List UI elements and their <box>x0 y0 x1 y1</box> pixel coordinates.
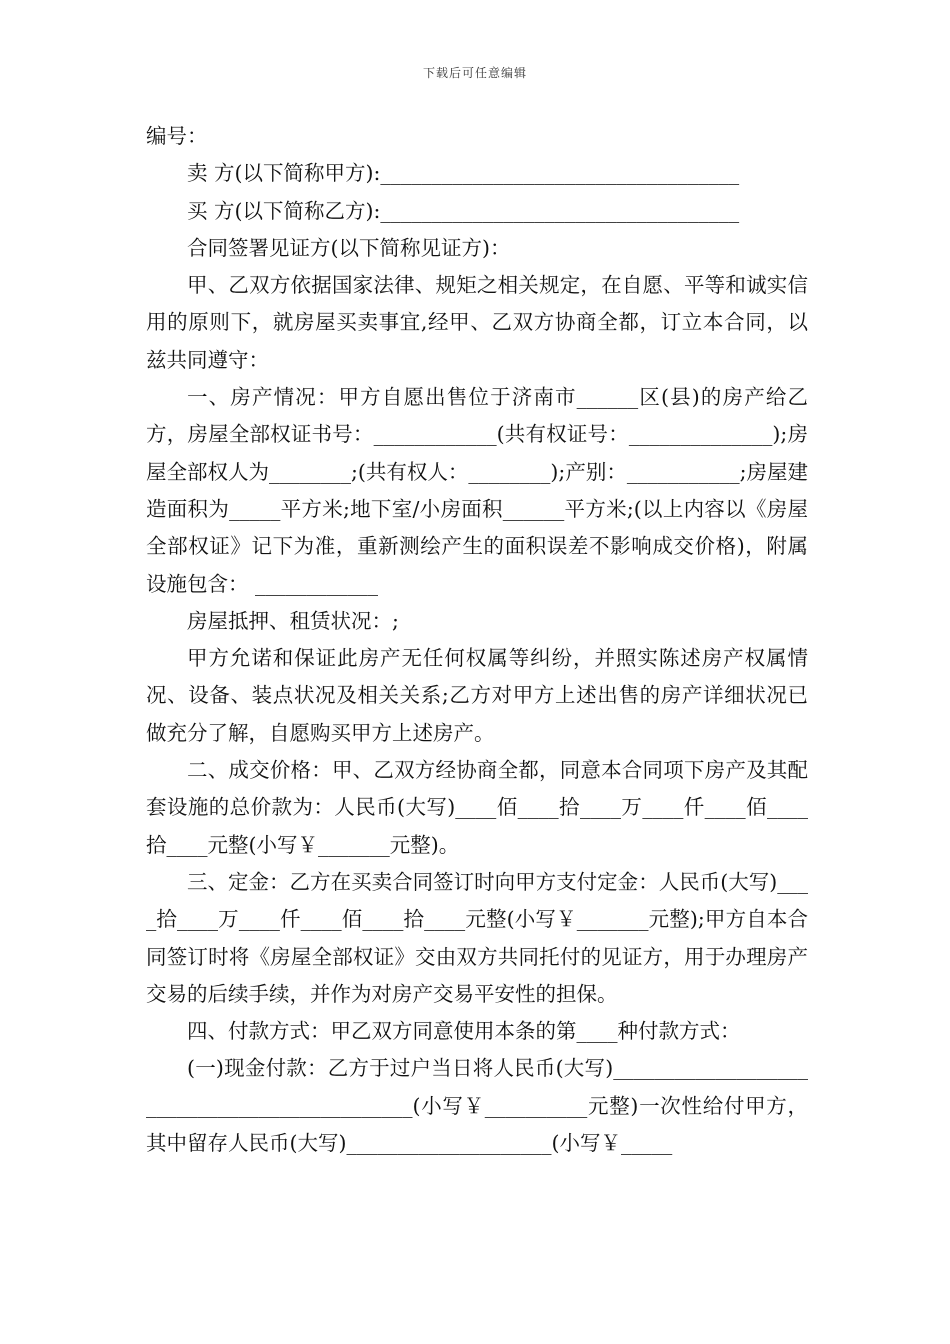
buyer-line: 买 方(以下简称乙方):___________________________________ <box>187 198 740 223</box>
mortgage-lease-line: 房屋抵押、租赁状况：; <box>187 608 399 633</box>
clause-payment-method: 四、付款方式：甲乙双方同意使用本条的第____种付款方式： <box>187 1019 741 1044</box>
contract-number: 编号： <box>146 124 208 148</box>
clause-price: 二、成交价格：甲、乙双方经协商全都，同意本合同项下房产及其配套设施的总价款为：人民币(大写)____佰____拾____万____仟____佰____拾____元整(小写￥_______元整)。 <box>146 758 808 857</box>
clause-cash-payment: (一)现金付款：乙方于过户当日将人民币(大写)_____________________________________________(小写￥__________元整)一次性给付甲方，其中留存人民币(大写)____________________(小写￥_____ <box>146 1056 808 1156</box>
preamble-paragraph: 甲、乙双方依据国家法律、规矩之相关规定，在自愿、平等和诚实信用的原则下，就房屋买卖事宜,经甲、乙双方协商全都，订立本合同，以兹共同遵守： <box>146 273 808 372</box>
seller-guarantee-paragraph: 甲方允诺和保证此房产无任何权属等纠纷，并照实陈述房产权属情况、设备、装点状况及相关关系;乙方对甲方上述出售的房产详细状况已做充分了解，自愿购买甲方上述房产。 <box>146 646 808 745</box>
clause-deposit: 三、定金：乙方在买卖合同签订时向甲方支付定金：人民币(大写)____拾____万____仟____佰____拾____元整(小写￥_______元整);甲方自本合同签订时将《房屋全部权证》交由双方共同托付的见证方，用于办理房产交易的后续手续，并作为对房产交易平安性的担保。 <box>146 869 808 1006</box>
seller-line: 卖 方(以下简称甲方):___________________________________ <box>187 161 740 186</box>
page-header: 下载后可任意编辑 <box>422 66 527 80</box>
clause-property-info: 一、房产情况：甲方自愿出售位于济南市______区(县)的房产给乙方，房屋全部权证书号：____________(共有权证号：______________);房屋全部权人为________;(共有权人：________);产别：___________;房屋建造面积为_____平方米;地下室/小房面积______平方米;(以上内容以《房屋全部权证》记下为准，重新测绘产生的面积误差不影响成交价格)，附属设施包含： ____________ <box>146 385 808 596</box>
contract-body <box>146 118 808 1162</box>
witness-line: 合同签署见证方(以下简称见证方)： <box>187 235 511 260</box>
